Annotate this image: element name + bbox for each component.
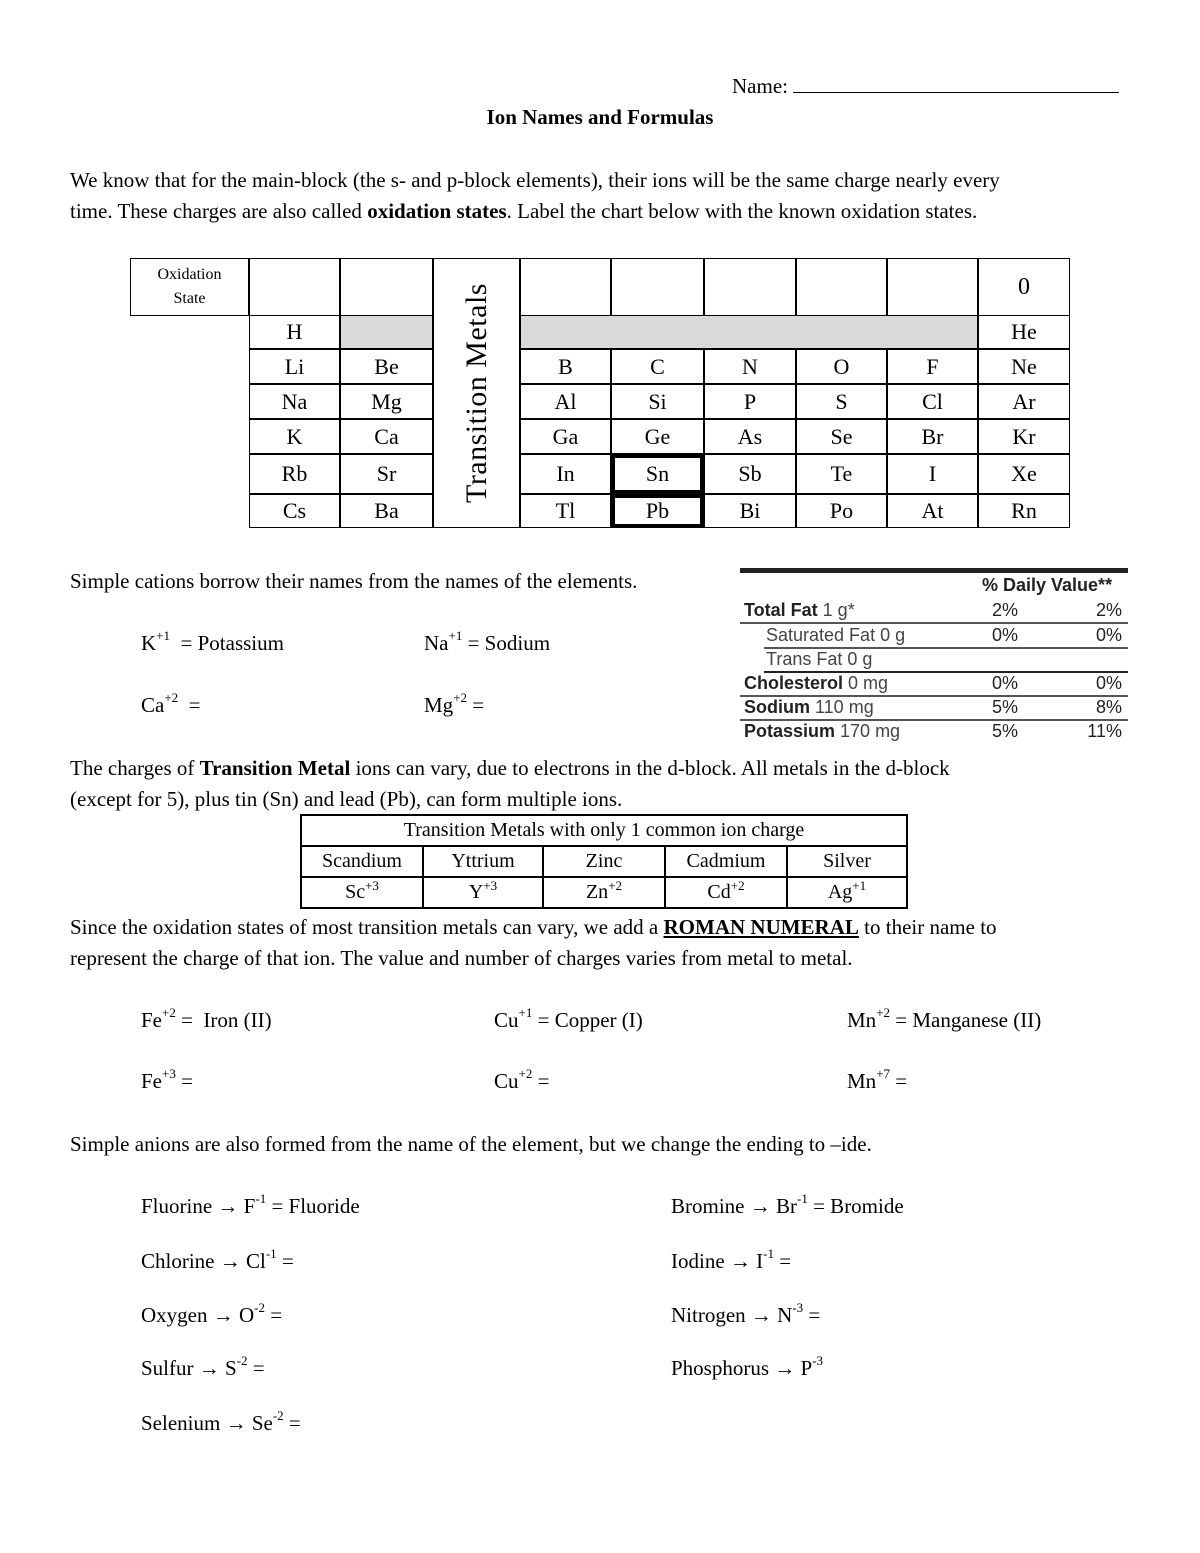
element-cell: Br — [887, 419, 978, 454]
element-cell: O — [796, 349, 887, 384]
transition-metals-label: Transition Metals — [433, 258, 520, 528]
anion-sulfur[interactable]: Sulfur → $S^{-2}$ = — [141, 1353, 265, 1380]
nutrition-row-label-bold: Cholesterol — [744, 673, 844, 693]
nutrition-row-label: Saturated Fat 0 g — [766, 625, 906, 645]
arrow-icon: → — [198, 1356, 220, 1380]
element-cell-highlighted: Pb — [611, 494, 704, 528]
element-cell: Te — [796, 454, 887, 494]
element-cell: K — [249, 419, 340, 454]
element-cell-highlighted: Sn — [611, 454, 704, 494]
oxidation-state-cell: 0 — [978, 258, 1070, 316]
oxidation-state-cell[interactable] — [796, 258, 887, 316]
element-cell: Al — [520, 384, 611, 419]
element-cell: P — [704, 384, 796, 419]
oxidation-state-cell[interactable] — [704, 258, 796, 316]
gray-spacer-cell — [520, 315, 978, 349]
nutrition-label-image — [740, 568, 1128, 748]
element-cell: C — [611, 349, 704, 384]
nutrition-row-label: 0 mg — [843, 673, 889, 693]
arrow-icon: → — [749, 1194, 771, 1218]
oxidation-state-label: Oxidation State — [130, 258, 249, 316]
nutrition-row-label-bold: Sodium — [744, 697, 810, 717]
gray-spacer-cell — [340, 315, 433, 349]
ion-iron-ii: $Fe^{+2}$ = Iron (II) — [141, 1005, 272, 1032]
element-cell: Li — [249, 349, 340, 384]
element-cell: As — [704, 419, 796, 454]
anion-bromine: $Bromine \to Br^{-1}$ = Bromide — [671, 1191, 904, 1218]
nutrition-top-bar — [740, 568, 1128, 573]
tm-symbol-cell: $Sc^{+3}$ — [301, 877, 423, 908]
element-cell: Sb — [704, 454, 796, 494]
nutrition-value-2: 2% — [1095, 600, 1122, 620]
transition-para-2: (except for 5), plus tin (Sn) and lead (Pb), can form multiple ions. — [70, 787, 623, 811]
nutrition-value-2: 0% — [1095, 625, 1122, 645]
name-blank-line[interactable] — [793, 74, 1119, 93]
arrow-icon: → — [729, 1249, 751, 1273]
element-cell: N — [704, 349, 796, 384]
nutrition-row — [740, 720, 1128, 744]
oxidation-state-cell[interactable] — [887, 258, 978, 316]
tm-name-cell: Zinc — [543, 846, 665, 877]
tm-name-cell: Cadmium — [665, 846, 787, 877]
element-cell: Ca — [340, 419, 433, 454]
arrow-icon: → — [217, 1194, 239, 1218]
element-cell: Se — [796, 419, 887, 454]
tm-table-title: Transition Metals with only 1 common ion charge — [301, 815, 907, 846]
nutrition-value-2: 0% — [1095, 673, 1122, 693]
element-cell: H — [249, 315, 340, 349]
arrow-icon: → — [774, 1356, 796, 1380]
oxidation-state-cell[interactable] — [611, 258, 704, 316]
ion-manganese-vii[interactable]: $Mn^{+7}$ = — [847, 1066, 908, 1093]
oxidation-state-cell[interactable] — [249, 258, 340, 316]
nutrition-row — [740, 696, 1128, 720]
element-cell: Rb — [249, 454, 340, 494]
cations-intro: Simple cations borrow their names from the names of the elements. — [70, 569, 638, 593]
element-cell: In — [520, 454, 611, 494]
tm-symbol-cell: $Cd^{+2}$ — [665, 877, 787, 908]
anion-phosphorus[interactable]: Phosphorus → $P^{-3}$ — [671, 1353, 824, 1380]
anion-fluorine: Fluorine → $F^{-1}$ = Fluoride — [141, 1191, 360, 1218]
arrow-icon: → — [219, 1249, 241, 1273]
arrow-icon: → — [225, 1411, 247, 1435]
nutrition-row — [740, 624, 1128, 648]
cation-magnesium[interactable]: $Mg^{+2}$ = — [424, 690, 485, 717]
page-title: Ion Names and Formulas — [486, 105, 714, 129]
nutrition-value-1: 2% — [992, 600, 1019, 620]
anions-intro: Simple anions are also formed from the name of the element, but we change the ending to –ide. — [70, 1132, 872, 1156]
element-cell: S — [796, 384, 887, 419]
ion-copper-i: $Cu^{+1}$ = Copper (I) — [494, 1005, 643, 1032]
arrow-icon: → — [212, 1303, 234, 1327]
nutrition-row-label: Trans Fat 0 g — [766, 649, 873, 669]
ion-manganese-ii: $Mn^{+2}$ = Manganese (II) — [847, 1005, 1042, 1032]
tm-name-cell: Scandium — [301, 846, 423, 877]
element-cell: Cl — [887, 384, 978, 419]
nutrition-value-1: 0% — [992, 625, 1019, 645]
anion-nitrogen[interactable]: Nitrogen → $N^{-3}$ = — [671, 1300, 821, 1327]
nutrition-row-label-bold: Total Fat — [744, 600, 818, 620]
element-cell: At — [887, 494, 978, 528]
nutrition-value-2: 8% — [1095, 697, 1122, 717]
cation-potassium: $K^{+1}$ = Potassium — [141, 628, 284, 655]
tm-name-cell: Silver — [787, 846, 907, 877]
tm-symbol-cell: $Ag^{+1}$ — [787, 877, 907, 908]
element-cell: Bi — [704, 494, 796, 528]
intro-line-2: time. These charges are also called oxidation states. Label the chart below with the known oxidation states. — [70, 199, 978, 223]
element-cell: B — [520, 349, 611, 384]
anion-oxygen[interactable]: Oxygen → $O^{-2}$ = — [141, 1300, 283, 1327]
cation-calcium[interactable]: $Ca^{+2}$ = — [141, 690, 201, 717]
anion-chlorine[interactable]: Chlorine → $Cl^{-1}$ = — [141, 1246, 294, 1273]
arrow-icon: → — [750, 1303, 772, 1327]
element-cell: Mg — [340, 384, 433, 419]
element-cell: Be — [340, 349, 433, 384]
nutrition-value-1: 5% — [992, 697, 1019, 717]
nutrition-value-1: 5% — [992, 721, 1019, 741]
transition-metals-table — [300, 814, 908, 909]
nutrition-value-1: 0% — [992, 673, 1019, 693]
tm-symbol-cell: $Y^{+3}$ — [423, 877, 543, 908]
nutrition-row-label: 170 mg — [835, 721, 901, 741]
transition-para-1: The charges of Transition Metal ions can vary, due to electrons in the d-block. All metals in the d-block — [70, 756, 950, 780]
element-cell: Kr — [978, 419, 1070, 454]
element-cell: Xe — [978, 454, 1070, 494]
anion-iodine[interactable]: Iodine → $I^{-1}$ = — [671, 1246, 792, 1273]
nutrition-row-label: 110 mg — [810, 697, 874, 717]
nutrition-row-label: 1 g* — [817, 600, 855, 620]
element-cell: Ne — [978, 349, 1070, 384]
element-cell: Ga — [520, 419, 611, 454]
element-cell: Si — [611, 384, 704, 419]
nutrition-row-label-bold: Potassium — [744, 721, 836, 741]
tm-name-cell: Yttrium — [423, 846, 543, 877]
element-cell: I — [887, 454, 978, 494]
ion-copper-ii[interactable]: $Cu^{+2}$ = — [494, 1066, 550, 1093]
element-cell: Na — [249, 384, 340, 419]
cation-sodium: $Na^{+1}$ = Sodium — [424, 628, 551, 655]
roman-para-1: Since the oxidation states of most transition metals can vary, we add a ROMAN NUMERAL to their name to — [70, 915, 997, 939]
element-cell: Ar — [978, 384, 1070, 419]
nutrition-row — [740, 648, 1128, 672]
element-cell: Tl — [520, 494, 611, 528]
element-cell: Po — [796, 494, 887, 528]
roman-para-2: represent the charge of that ion. The value and number of charges varies from metal to metal. — [70, 946, 853, 970]
anion-selenium[interactable]: Selenium → $Se^{-2}$ = — [141, 1408, 301, 1435]
tm-symbol-cell: $Zn^{+2}$ — [543, 877, 665, 908]
element-cell: Ba — [340, 494, 433, 528]
nutrition-header: % Daily Value** — [982, 575, 1113, 595]
nutrition-row — [740, 599, 1128, 623]
ion-iron-iii[interactable]: $Fe^{+3}$ = — [141, 1066, 193, 1093]
name-label: Name: — [732, 74, 788, 98]
element-cell: F — [887, 349, 978, 384]
oxidation-state-cell[interactable] — [520, 258, 611, 316]
oxidation-state-cell[interactable] — [340, 258, 433, 316]
element-cell: Cs — [249, 494, 340, 528]
element-cell: Sr — [340, 454, 433, 494]
element-cell: He — [978, 315, 1070, 349]
element-cell: Rn — [978, 494, 1070, 528]
nutrition-value-2: 11% — [1087, 721, 1122, 741]
intro-line-1: We know that for the main-block (the s- and p-block elements), their ions will be the same charge nearly every — [70, 168, 1000, 192]
name-field[interactable] — [732, 74, 1119, 99]
element-cell: Ge — [611, 419, 704, 454]
nutrition-row — [740, 672, 1128, 696]
